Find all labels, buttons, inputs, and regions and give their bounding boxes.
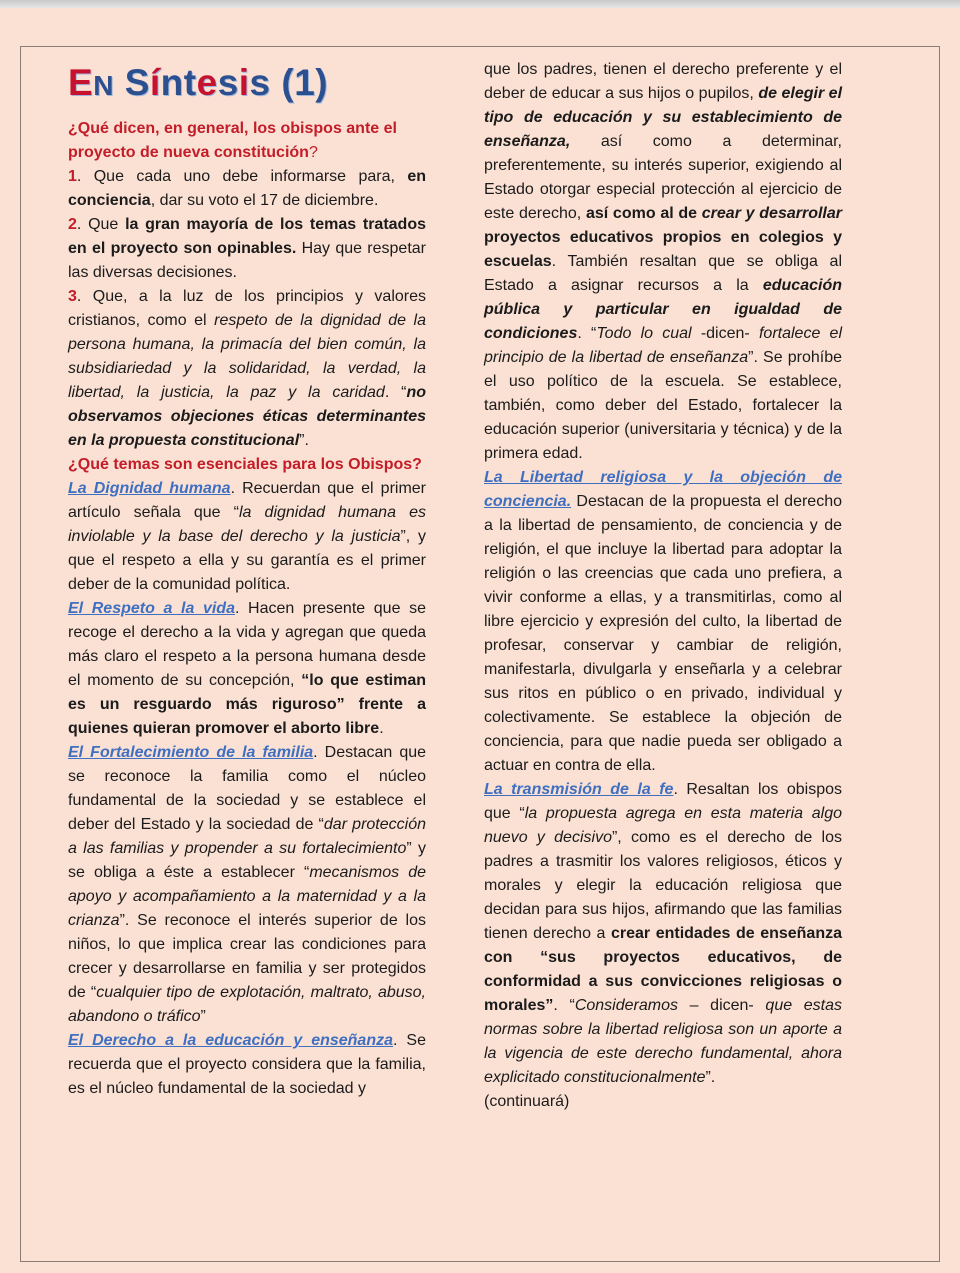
continued-note: (continuará) xyxy=(484,1093,570,1110)
section-dignidad: La Dignidad humana. Recuerdan que el primer artículo señala que “la dignidad humana es inviolable y la base del derecho y la justicia”, y que el respeto a ella y su garantía es el primer deber de la comunidad política. xyxy=(68,480,427,593)
left-column xyxy=(68,60,426,1101)
section-libertad-religiosa: La Libertad religiosa y la objeción de conciencia. Destacan de la propuesta el derecho a la libertad de pensamiento, de conciencia y de religión, el que incluye la libertad para adoptar la religión o las creencias que cada uno prefiera, a vivir conforme a ellas, y a transmitirlas, como al libre ejercicio y expresión del culto, la libertad de profesar, conservar y cambiar de religión, manifestarla, divulgarla y enseñarla y a celebrar sus ritos en público o en privado, individual y colectivamente. Se establece la objeción de conciencia, para que nadie pueda ser obligado a actuar en contra de ella. xyxy=(484,469,842,774)
section-educacion-start: El Derecho a la educación y enseñanza. Se recuerda que el proyecto considera que la familia, es el núcleo fundamental de la sociedad y xyxy=(68,1032,426,1097)
right-column xyxy=(484,58,842,1114)
viewer-top-bar xyxy=(0,0,960,8)
point-1: 1. Que cada uno debe informarse para, en conciencia, dar su voto el 17 de diciembre. xyxy=(68,168,426,209)
section-educacion-cont: que los padres, tienen el derecho preferente y el deber de educar a sus hijos o pupilos, de elegir el tipo de educación y su establecimiento de enseñanza, así como a determinar, preferentemente, su interés superior, exigiendo al Estado otorgar especial protección al ejercicio de este derecho, así como al de crear y desarrollar proyectos educativos propios en colegios y escuelas. También resaltan que se obliga al Estado a asignar recursos a la educación pública y particular en igualdad de condiciones. “Todo lo cual -dicen- fortalece el principio de la libertad de enseñanza”. Se prohíbe el uso político de la escuela. Se establece, también, como deber del Estado, fortalecer la educación superior (universitaria y técnica) y de la primera edad. xyxy=(484,61,843,462)
section-heading-transmision-fe: La transmisión de la fe xyxy=(484,781,674,798)
question-heading-1: ¿Qué dicen, en general, los obispos ante el proyecto de nueva constitución? xyxy=(68,120,397,161)
question-heading-2: ¿Qué temas son esenciales para los Obispos? xyxy=(68,456,422,473)
point-2: 2. Que la gran mayoría de los temas tratados en el proyecto son opinables. Hay que respetar las diversas decisiones. xyxy=(68,216,427,281)
section-familia: El Fortalecimiento de la familia. Destacan que se reconoce la familia como el núcleo fundamental de la sociedad y se establece el deber del Estado y la sociedad de “dar protección a las familias y propender a su fortalecimiento” y se obliga a éste a establecer “mecanismos de apoyo y acompañamiento a la maternidad y a la crianza”. Se reconoce el interés superior de los niños, lo que implica crear las condiciones para crecer y desarrollarse en familia y ser protegidos de “cualquier tipo de explotación, maltrato, abuso, abandono o tráfico” xyxy=(68,744,427,1025)
section-heading-dignidad: La Dignidad humana xyxy=(68,480,231,497)
point-3: 3. Que, a la luz de los principios y valores cristianos, como el respeto de la dignidad de la persona humana, la primacía del bien común, la subsidiariedad y la solidaridad, la verdad, la libertad, la justicia, la paz y la caridad. “no observamos objeciones éticas determinantes en la propuesta constitucional”. xyxy=(68,288,427,449)
section-heading-educacion: El Derecho a la educación y enseñanza xyxy=(68,1032,394,1049)
section-vida: El Respeto a la vida. Hacen presente que se recoge el derecho a la vida y agregan que queda más claro el respeto a la persona humana desde el momento de su concepción, “lo que estiman es un resguardo más riguroso” frente a quienes quieran promover el aborto libre. xyxy=(68,600,426,737)
page-title: EN Síntesis (1) xyxy=(68,62,329,103)
section-heading-familia: El Fortalecimiento de la familia xyxy=(68,744,314,761)
section-transmision-fe: La transmisión de la fe. Resaltan los obispos que “la propuesta agrega en esta materia algo nuevo y decisivo”, como es el derecho de los padres a trasmitir los valores religiosos, éticos y morales y elegir la educación religiosa que decidan para sus hijos, afirmando que las familias tienen derecho a crear entidades de enseñanza con “sus proyectos educativos, de conformidad a sus convicciones religiosas o morales”. “Consideramos – dicen- que estas normas sobre la libertad religiosa son un aporte a la vigencia de este derecho fundamental, ahora explicitado constitucionalmente”. xyxy=(484,781,843,1086)
section-heading-libertad-religiosa: La Libertad religiosa y la objeción de conciencia. xyxy=(484,469,842,510)
section-heading-vida: El Respeto a la vida xyxy=(68,600,235,617)
